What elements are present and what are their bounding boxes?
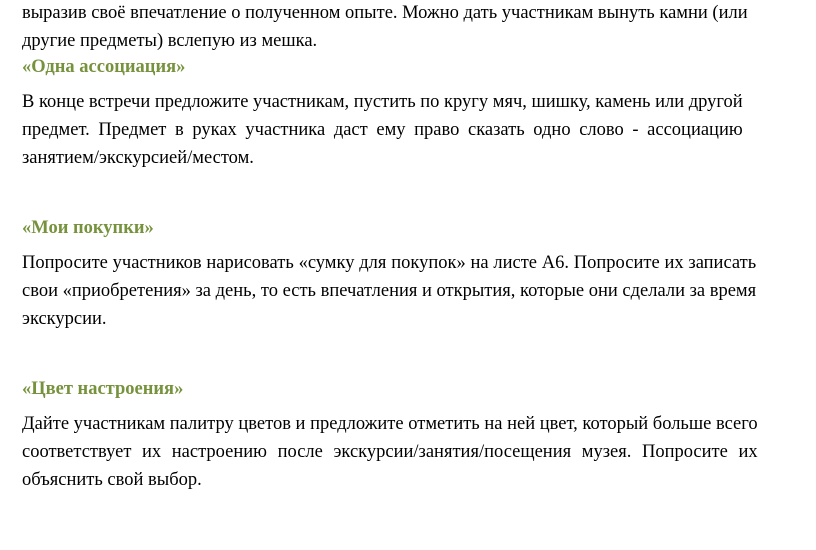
section-heading-my-purchases: «Мои покупки» (22, 218, 154, 238)
paragraph-line: выразив своё впечатление о полученном опыте. Можно дать участникам вынуть камни (или (22, 3, 748, 23)
paragraph-line: соответствует их настроению после экскурсии/занятия/посещения музея. Попросите их (22, 442, 758, 462)
section-heading-one-association: «Одна ассоциация» (22, 57, 186, 77)
paragraph-line: занятием/экскурсией/местом. (22, 148, 254, 168)
section-paragraph-my-purchases (22, 249, 756, 333)
section-paragraph-mood-color (22, 410, 758, 494)
intro-paragraph (22, 0, 748, 55)
paragraph-line: Попросите участников нарисовать «сумку для покупок» на листе А6. Попросите их записать (22, 253, 757, 273)
paragraph-line: Дайте участникам палитру цветов и предложите отметить на ней цвет, который больше всего (22, 414, 758, 434)
section-heading-mood-color: «Цвет настроения» (22, 379, 184, 399)
paragraph-line: В конце встречи предложите участникам, пустить по кругу мяч, шишку, камень или другой (22, 92, 743, 112)
paragraph-line: предмет. Предмет в руках участника даст ему право сказать одно слово - ассоциацию (22, 120, 743, 140)
paragraph-line: свои «приобретения» за день, то есть впечатления и открытия, которые они сделали за время (22, 281, 757, 301)
paragraph-line: другие предметы) вслепую из мешка. (22, 31, 318, 51)
paragraph-line: объяснить свой выбор. (22, 470, 202, 490)
section-paragraph-one-association (22, 88, 743, 172)
paragraph-line: экскурсии. (22, 309, 107, 329)
